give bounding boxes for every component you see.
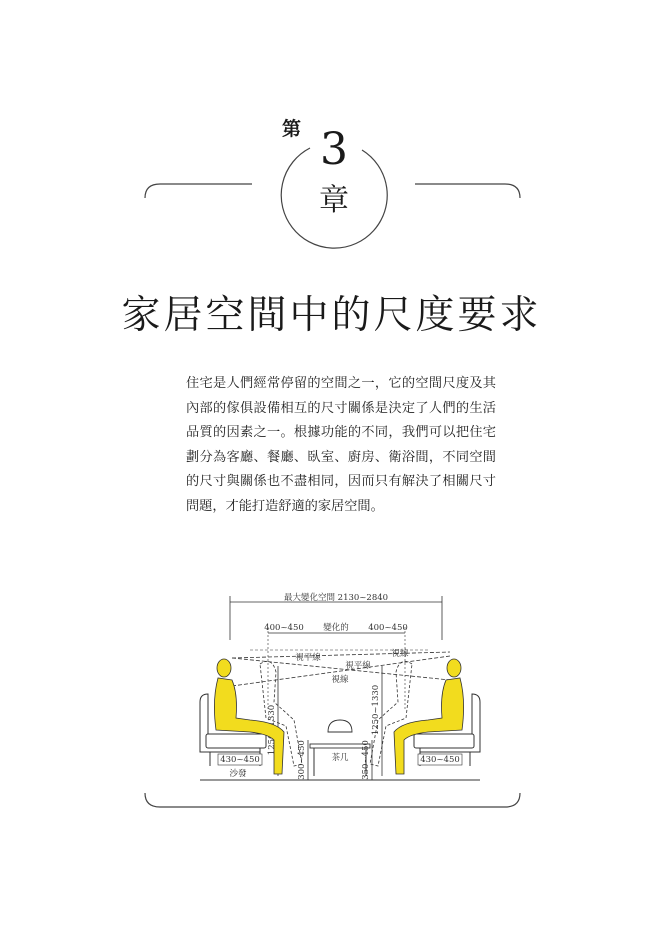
- bottom-bracket: [145, 793, 520, 807]
- sight-line-label-4: 視線: [331, 675, 349, 685]
- left-seat-label: 430~450: [220, 755, 260, 765]
- intro-paragraph: 住宅是人們經常停留的空間之一，它的空間尺度及其內部的傢俱設備相互的尺寸關係是決定了人們的生活品質的因素之一。根據功能的不同，我們可以把住宅劃分為客廳、餐廳、臥室、廚房、衛浴間，不同空間的尺寸與關係也不盡相同，因而只有解決了相關尺寸問題，才能打造舒適的家居空間。: [186, 376, 496, 514]
- sofa-label: 沙發: [229, 769, 247, 779]
- page-title: 家居空間中的尺度要求: [121, 293, 542, 338]
- sight-line-label-1: 視平線: [295, 653, 321, 663]
- top-right-bracket: [415, 184, 520, 198]
- sight-line-label-3: 視線: [391, 649, 409, 659]
- right-seat-label: 430~450: [420, 755, 460, 765]
- sight-line-label-2: 視平線: [345, 661, 371, 671]
- left-range-label: 400~450: [264, 623, 304, 633]
- chapter-number: 3: [320, 124, 348, 175]
- chapter-prefix: 第: [282, 118, 302, 140]
- table-height-label-2: 350~450: [361, 740, 371, 780]
- middle-label: 變化的: [323, 623, 349, 633]
- table-height-label: 300~450: [297, 740, 307, 780]
- top-dimension-label: 最大變化空間 2130~2840: [283, 593, 389, 603]
- seating-diagram: [190, 590, 490, 790]
- right-range-label: 400~450: [368, 623, 408, 633]
- right-height-label: 1250~1330: [371, 684, 381, 736]
- top-left-bracket: [145, 184, 252, 198]
- sight-line: [232, 652, 450, 658]
- tea-table-label: 茶几: [331, 753, 349, 763]
- chapter-suffix: 章: [319, 183, 349, 218]
